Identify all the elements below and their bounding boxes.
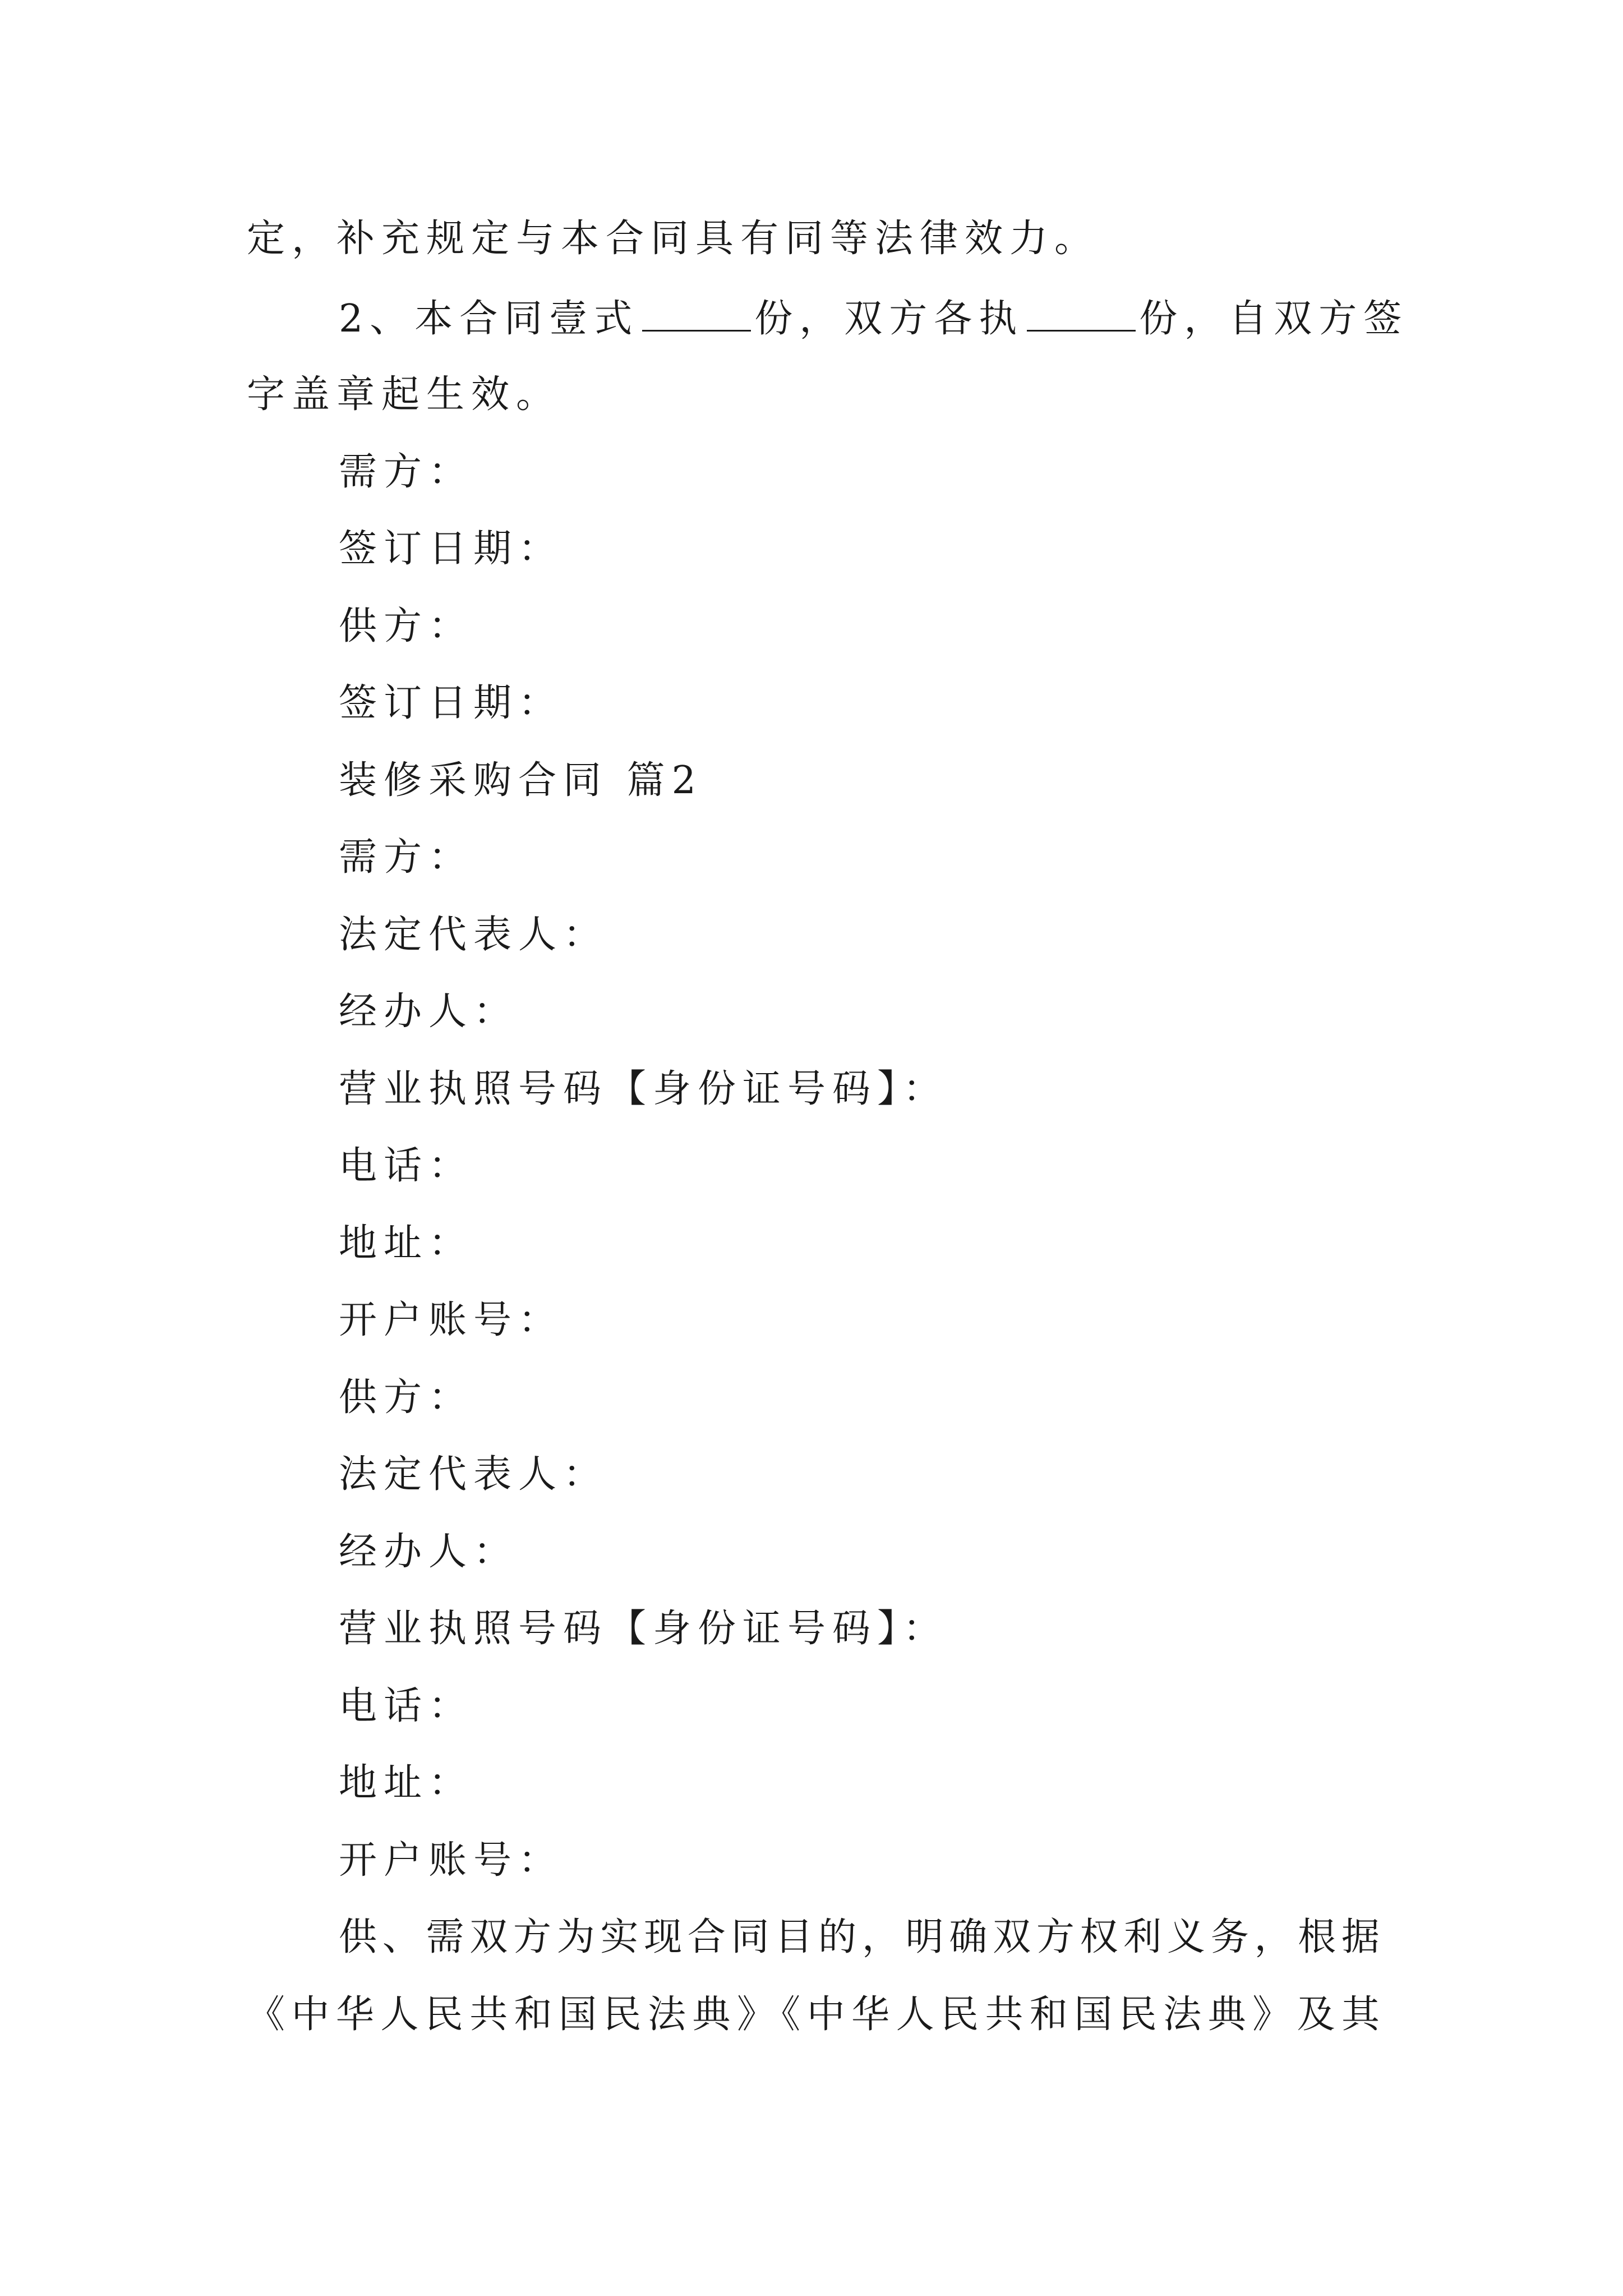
field-label: 供方： bbox=[339, 1375, 474, 1420]
field-label: 营业执照号码【身份证号码】： bbox=[339, 1607, 948, 1651]
field-label: 签订日期： bbox=[339, 681, 564, 725]
text-segment: 份，自双方签 bbox=[1139, 297, 1409, 341]
field-label: 电话： bbox=[339, 1144, 474, 1188]
paragraph-line: 定，补充规定与本合同具有同等法律效力。 bbox=[247, 217, 1100, 261]
field-label: 经办人： bbox=[339, 1530, 519, 1574]
fill-in-blank bbox=[642, 298, 751, 332]
field-label: 签订日期： bbox=[339, 527, 564, 571]
paragraph-line: 《中华人民共和国民法典》《中华人民共和国民法典》及其 bbox=[247, 1993, 1380, 2037]
field-label: 地址： bbox=[339, 1761, 474, 1805]
paragraph-line: 供、需双方为实现合同目的，明确双方权利义务，根据 bbox=[339, 1915, 1380, 1959]
field-label: 法定代表人： bbox=[339, 913, 608, 957]
field-label: 开户账号： bbox=[339, 1838, 564, 1883]
fill-in-blank bbox=[1027, 298, 1136, 332]
paragraph-line bbox=[339, 297, 1409, 341]
section-heading: 装修采购合同 篇2 bbox=[339, 758, 703, 803]
field-label: 电话： bbox=[339, 1684, 474, 1728]
field-label: 营业执照号码【身份证号码】： bbox=[339, 1067, 948, 1111]
text-segment: 份，双方各执 bbox=[754, 297, 1024, 341]
field-label: 需方： bbox=[339, 835, 474, 880]
field-label: 经办人： bbox=[339, 990, 519, 1034]
text-segment: 2、本合同壹式 bbox=[339, 297, 639, 341]
field-label: 地址： bbox=[339, 1221, 474, 1266]
paragraph-line: 字盖章起生效。 bbox=[247, 372, 561, 417]
field-label: 需方： bbox=[339, 450, 474, 494]
field-label: 法定代表人： bbox=[339, 1452, 608, 1497]
field-label: 供方： bbox=[339, 604, 474, 648]
field-label: 开户账号： bbox=[339, 1298, 564, 1342]
